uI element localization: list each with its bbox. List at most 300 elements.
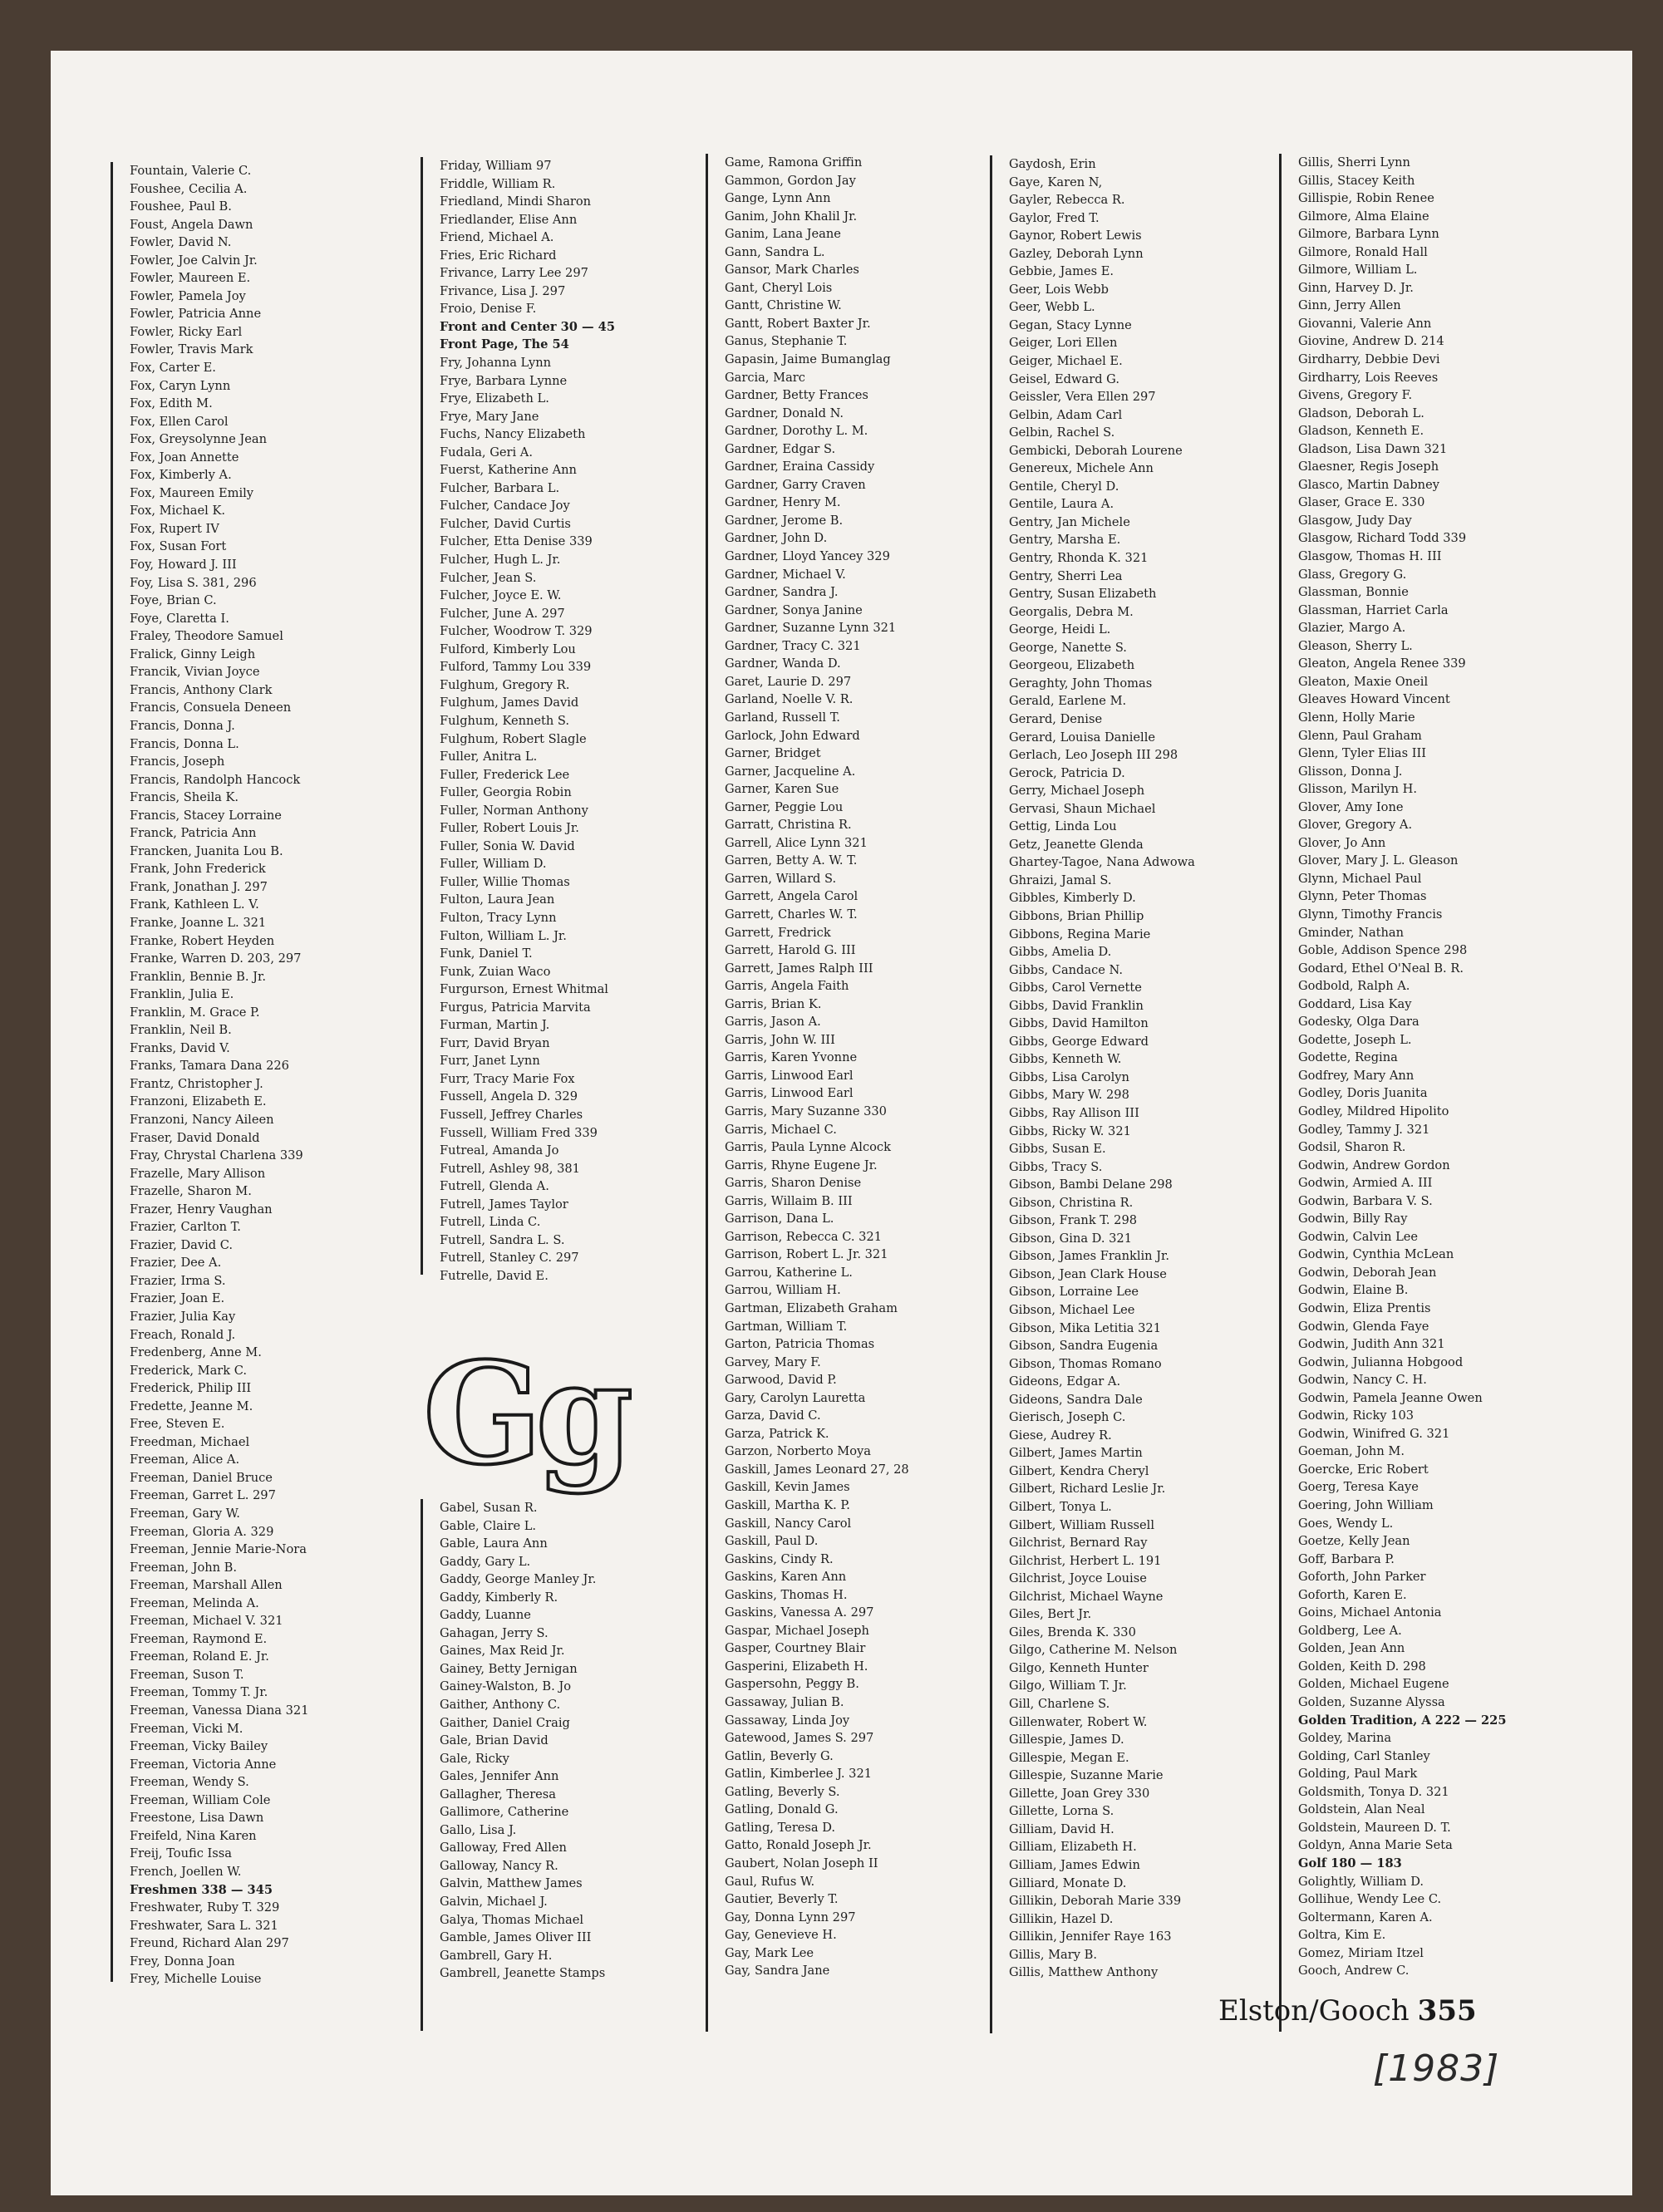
index-entry: Gardner, Wanda D. xyxy=(725,656,841,671)
index-entry: Gartman, Elizabeth Graham xyxy=(725,1301,898,1315)
index-entry: Garrou, Katherine L. xyxy=(725,1265,853,1280)
index-entry: Garris, John W. III xyxy=(725,1032,835,1047)
handwritten-year-note: [1983] xyxy=(1373,2047,1500,2090)
index-entry: Fulcher, Candace Joy xyxy=(440,499,570,514)
index-entry: Godwin, Elaine B. xyxy=(1298,1283,1409,1298)
index-entry: Gardner, Jerome B. xyxy=(725,513,844,528)
index-entry: Glynn, Timothy Francis xyxy=(1298,907,1443,922)
index-entry: Gay, Donna Lynn 297 xyxy=(725,1910,856,1924)
index-entry: Gomez, Miriam Itzel xyxy=(1298,1945,1424,1960)
index-entry: Franck, Patricia Ann xyxy=(130,826,257,841)
index-entry: Freeman, Vicky Bailey xyxy=(130,1739,268,1754)
index-entry: Ginn, Harvey D. Jr. xyxy=(1298,280,1414,295)
index-entry: Godfrey, Mary Ann xyxy=(1298,1068,1415,1083)
index-entry: Gerry, Michael Joseph xyxy=(1009,784,1145,799)
index-entry: Golightly, William D. xyxy=(1298,1874,1424,1889)
index-entry: Gasperini, Elizabeth H. xyxy=(725,1659,868,1674)
index-entry: Freeman, Jennie Marie-Nora xyxy=(130,1542,307,1557)
index-entry: Furr, David Bryan xyxy=(440,1035,550,1050)
index-entry: Freeman, Melinda A. xyxy=(130,1595,259,1610)
index-entry: Georgeou, Elizabeth xyxy=(1009,658,1135,673)
index-entry: Goercke, Eric Robert xyxy=(1298,1462,1429,1477)
index-entry: Galvin, Matthew James xyxy=(440,1876,583,1891)
index-entry: Gaddy, George Manley Jr. xyxy=(440,1572,597,1587)
index-entry: Girdharry, Debbie Devi xyxy=(1298,352,1440,367)
index-entry: Goldsmith, Tonya D. 321 xyxy=(1298,1784,1449,1799)
index-entry: Godwin, Judith Ann 321 xyxy=(1298,1337,1445,1352)
index-entry: Francis, Donna L. xyxy=(130,736,239,751)
index-entry: Freeman, Alice A. xyxy=(130,1453,240,1467)
index-entry: Freund, Richard Alan 297 xyxy=(130,1936,289,1951)
index-entry: Fulcher, Hugh L. Jr. xyxy=(440,553,561,568)
index-entry: Glaesner, Regis Joseph xyxy=(1298,460,1439,474)
index-entry: Godard, Ethel O'Neal B. R. xyxy=(1298,961,1464,976)
index-entry: Glasco, Martin Dabney xyxy=(1298,477,1439,492)
index-entry: Freach, Ronald J. xyxy=(130,1327,236,1342)
index-entry: Giovanni, Valerie Ann xyxy=(1298,316,1432,331)
index-entry: Garris, Brian K. xyxy=(725,996,822,1011)
index-entry: Freshwater, Ruby T. 329 xyxy=(130,1900,280,1915)
index-entry: Godette, Joseph L. xyxy=(1298,1032,1412,1047)
index-entry: Gaubert, Nolan Joseph II xyxy=(725,1856,878,1870)
index-entry: Gange, Lynn Ann xyxy=(725,191,831,206)
index-entry: Gegan, Stacy Lynne xyxy=(1009,317,1132,332)
index-entry: Gill, Charlene S. xyxy=(1009,1697,1110,1712)
index-entry: Gaskins, Karen Ann xyxy=(725,1570,847,1585)
index-entry: Galya, Thomas Michael xyxy=(440,1912,584,1927)
index-entry: Glasgow, Judy Day xyxy=(1298,513,1412,528)
index-entry: Frey, Michelle Louise xyxy=(130,1972,262,1987)
index-entry: Garris, Linwood Earl xyxy=(725,1068,854,1083)
index-entry: Garris, Linwood Earl xyxy=(725,1086,854,1101)
index-entry: Glass, Gregory G. xyxy=(1298,567,1407,582)
index-entry: Goeman, John M. xyxy=(1298,1444,1405,1459)
index-entry: Gainey-Walston, B. Jo xyxy=(440,1679,571,1694)
index-entry: Godesky, Olga Dara xyxy=(1298,1015,1419,1030)
index-entry: Freeman, Wendy S. xyxy=(130,1775,249,1790)
index-entry: Freeman, Suson T. xyxy=(130,1667,244,1682)
index-entry: Gentile, Cheryl D. xyxy=(1009,479,1119,494)
index-entry: Freeman, Marshall Allen xyxy=(130,1578,283,1593)
index-entry: Frazier, Carlton T. xyxy=(130,1220,241,1235)
index-entry: Front and Center 30 — 45 xyxy=(440,319,615,334)
index-entry: Gleaton, Maxie Oneil xyxy=(1298,674,1429,689)
index-entry: Glazier, Margo A. xyxy=(1298,621,1406,636)
index-entry: Futrell, Linda C. xyxy=(440,1215,541,1230)
index-entry: Goforth, John Parker xyxy=(1298,1570,1426,1585)
index-entry: Fox, Michael K. xyxy=(130,504,225,519)
index-entry: Frivance, Larry Lee 297 xyxy=(440,266,588,281)
index-column-2-lower xyxy=(421,1499,605,2031)
index-entry: Goldyn, Anna Marie Seta xyxy=(1298,1838,1453,1853)
index-entry: Goldstein, Maureen D. T. xyxy=(1298,1820,1451,1835)
index-entry: Gibson, Lorraine Lee xyxy=(1009,1285,1139,1300)
index-entry: Fuller, Willie Thomas xyxy=(440,874,570,889)
index-entry: Golding, Carl Stanley xyxy=(1298,1748,1430,1763)
index-entry: Freeman, Michael V. 321 xyxy=(130,1614,283,1629)
index-entry: Game, Ramona Griffin xyxy=(725,155,863,170)
index-entry: Givens, Gregory F. xyxy=(1298,388,1413,403)
index-entry: Fussell, Jeffrey Charles xyxy=(440,1107,583,1122)
index-entry: Fulghum, Robert Slagle xyxy=(440,731,587,746)
index-entry: Gentry, Sherri Lea xyxy=(1009,568,1123,583)
index-entry: Goforth, Karen E. xyxy=(1298,1587,1407,1602)
index-entry: Fuerst, Katherine Ann xyxy=(440,463,577,478)
index-entry: Freeman, Garret L. 297 xyxy=(130,1488,276,1503)
index-entry: Freedman, Michael xyxy=(130,1434,250,1449)
index-entry: Fulcher, Joyce E. W. xyxy=(440,588,562,603)
index-entry: Glynn, Michael Paul xyxy=(1298,871,1422,886)
index-entry: Ginn, Jerry Allen xyxy=(1298,298,1401,313)
index-entry: Garrison, Rebecca C. 321 xyxy=(725,1229,882,1244)
index-entry: Gazley, Deborah Lynn xyxy=(1009,246,1144,261)
index-entry: Gilchrist, Michael Wayne xyxy=(1009,1589,1164,1604)
index-entry: Franzoni, Elizabeth E. xyxy=(130,1094,267,1109)
index-entry: Gardner, Dorothy L. M. xyxy=(725,424,868,439)
index-entry: Gilgo, Kenneth Hunter xyxy=(1009,1660,1149,1675)
index-entry: Galvin, Michael J. xyxy=(440,1895,548,1910)
index-entry: Gibbons, Brian Phillip xyxy=(1009,908,1144,923)
index-entry: Goering, John William xyxy=(1298,1498,1434,1513)
index-entry: Foushee, Paul B. xyxy=(130,199,232,214)
index-entry: Goddard, Lisa Kay xyxy=(1298,996,1412,1011)
index-entry: Garrett, Fredrick xyxy=(725,925,831,940)
index-entry: Gentry, Marsha E. xyxy=(1009,533,1121,548)
index-entry: Gleaves Howard Vincent xyxy=(1298,692,1450,707)
section-letter-heading: Gg xyxy=(423,1331,627,1496)
index-entry: Fuchs, Nancy Elizabeth xyxy=(440,427,586,442)
index-entry: Free, Steven E. xyxy=(130,1417,225,1432)
index-entry: Friend, Michael A. xyxy=(440,230,554,245)
index-entry: Fulcher, Barbara L. xyxy=(440,480,560,495)
index-entry: Gervasi, Shaun Michael xyxy=(1009,801,1156,816)
index-entry: Gibbs, Lisa Carolyn xyxy=(1009,1069,1129,1084)
index-entry: Futrelle, David E. xyxy=(440,1268,549,1283)
index-entry: Fuller, Anitra L. xyxy=(440,750,538,764)
index-entry: Gallagher, Theresa xyxy=(440,1787,556,1802)
index-entry: Friedlander, Elise Ann xyxy=(440,212,578,227)
page-footer xyxy=(1218,1994,1477,2028)
index-entry: Garlock, John Edward xyxy=(725,728,860,743)
index-entry: Garris, Mary Suzanne 330 xyxy=(725,1104,887,1118)
index-entry: Gierisch, Joseph C. xyxy=(1009,1410,1126,1425)
index-entry: Futrell, Ashley 98, 381 xyxy=(440,1161,580,1176)
index-entry: Fowler, Pamela Joy xyxy=(130,288,246,303)
index-entry: Glassman, Harriet Carla xyxy=(1298,602,1449,617)
index-entry: Freeman, Vicki M. xyxy=(130,1721,244,1736)
index-entry: Gaskill, Nancy Carol xyxy=(725,1516,852,1531)
index-entry: Glassman, Bonnie xyxy=(1298,585,1409,600)
index-entry: Franklin, Neil B. xyxy=(130,1023,232,1038)
index-entry: Gideons, Sandra Dale xyxy=(1009,1392,1143,1407)
index-entry: Funk, Daniel T. xyxy=(440,946,533,961)
index-entry: Ghartey-Tagoe, Nana Adwowa xyxy=(1009,855,1195,870)
index-entry: Fowler, David N. xyxy=(130,235,232,250)
index-entry: Gerard, Denise xyxy=(1009,711,1103,726)
index-entry: Gaskins, Cindy R. xyxy=(725,1551,834,1566)
index-entry: Gerald, Earlene M. xyxy=(1009,694,1127,709)
index-entry: Golden, Michael Eugene xyxy=(1298,1677,1449,1692)
index-entry: Gamble, James Oliver III xyxy=(440,1930,592,1945)
index-column-5 xyxy=(1279,154,1507,2032)
index-entry: Garris, Michael C. xyxy=(725,1122,837,1137)
index-entry: Godbold, Ralph A. xyxy=(1298,979,1410,994)
index-entry: Fudala, Geri A. xyxy=(440,445,533,460)
index-entry: Geisel, Edward G. xyxy=(1009,371,1119,386)
index-entry: Goetze, Kelly Jean xyxy=(1298,1534,1410,1549)
index-entry: Godwin, Barbara V. S. xyxy=(1298,1193,1433,1208)
index-entry: Futreal, Amanda Jo xyxy=(440,1143,559,1158)
index-entry: Godwin, Cynthia McLean xyxy=(1298,1247,1454,1262)
index-entry: Gautier, Beverly T. xyxy=(725,1892,839,1907)
index-entry: Gallo, Lisa J. xyxy=(440,1822,517,1837)
index-entry: Fussell, Angela D. 329 xyxy=(440,1089,578,1104)
index-entry: Gansor, Mark Charles xyxy=(725,263,859,278)
index-entry: Gibson, Jean Clark House xyxy=(1009,1266,1167,1281)
index-entry: Gaither, Anthony C. xyxy=(440,1698,561,1713)
index-entry: Golding, Paul Mark xyxy=(1298,1767,1418,1782)
index-entry: Garris, Angela Faith xyxy=(725,979,849,994)
index-entry: Golden Tradition, A 222 — 225 xyxy=(1298,1713,1507,1728)
index-entry: Gillikin, Hazel D. xyxy=(1009,1911,1114,1926)
index-entry: Geiger, Lori Ellen xyxy=(1009,336,1118,351)
index-entry: Gillespie, Megan E. xyxy=(1009,1750,1129,1765)
index-entry: Gibson, Sandra Eugenia xyxy=(1009,1339,1159,1354)
index-entry: Frivance, Lisa J. 297 xyxy=(440,283,566,298)
index-entry: Fredenberg, Anne M. xyxy=(130,1345,262,1360)
index-entry: Freeman, Vanessa Diana 321 xyxy=(130,1703,309,1718)
index-entry: Gilbert, William Russell xyxy=(1009,1517,1155,1532)
index-entry: Gilliam, Elizabeth H. xyxy=(1009,1840,1137,1855)
index-entry: Gaddy, Gary L. xyxy=(440,1554,531,1569)
index-entry: Garza, David C. xyxy=(725,1408,821,1423)
index-entry: Fowler, Ricky Earl xyxy=(130,324,243,339)
index-entry: Frazelle, Sharon M. xyxy=(130,1184,252,1199)
index-entry: Garren, Willard S. xyxy=(725,871,837,886)
index-entry: Garton, Patricia Thomas xyxy=(725,1337,875,1352)
index-entry: Gillette, Lorna S. xyxy=(1009,1804,1114,1819)
index-entry: Gillis, Matthew Anthony xyxy=(1009,1965,1159,1980)
index-entry: Glisson, Marilyn H. xyxy=(1298,782,1418,797)
index-entry: Gembicki, Deborah Lourene xyxy=(1009,443,1183,458)
index-entry: Gilgo, William T. Jr. xyxy=(1009,1679,1127,1693)
index-entry: Gibbs, Ray Allison III xyxy=(1009,1105,1139,1120)
index-entry: Gibbons, Regina Marie xyxy=(1009,927,1151,941)
index-entry: Frye, Barbara Lynne xyxy=(440,373,568,388)
index-entry: Gilmore, Ronald Hall xyxy=(1298,244,1428,259)
index-entry: Fulcher, David Curtis xyxy=(440,516,571,531)
index-entry: Fox, Greysolynne Jean xyxy=(130,432,267,447)
index-entry: Fuller, Frederick Lee xyxy=(440,767,570,782)
index-entry: Fulton, Laura Jean xyxy=(440,892,555,907)
index-entry: Gant, Cheryl Lois xyxy=(725,280,833,295)
index-entry: Gaither, Daniel Craig xyxy=(440,1715,570,1730)
index-entry: Gentile, Laura A. xyxy=(1009,497,1114,512)
index-entry: Furgus, Patricia Marvita xyxy=(440,1000,591,1015)
index-entry: Godsil, Sharon R. xyxy=(1298,1140,1406,1155)
index-entry: Gardner, Garry Craven xyxy=(725,477,866,492)
index-entry: Gibbs, Ricky W. 321 xyxy=(1009,1123,1131,1138)
index-entry: Godwin, Calvin Lee xyxy=(1298,1229,1419,1244)
index-entry: Froio, Denise F. xyxy=(440,302,537,317)
index-entry: Garcia, Marc xyxy=(725,370,805,385)
index-entry: Franklin, M. Grace P. xyxy=(130,1005,260,1020)
index-entry: Gayler, Rebecca R. xyxy=(1009,193,1125,208)
index-entry: Gatling, Beverly S. xyxy=(725,1784,840,1799)
index-entry: Gilliard, Monate D. xyxy=(1009,1875,1127,1890)
index-entry: Freestone, Lisa Dawn xyxy=(130,1811,264,1826)
index-entry: Friday, William 97 xyxy=(440,159,552,173)
index-entry: Freshmen 338 — 345 xyxy=(130,1882,273,1897)
index-entry: Foye, Claretta I. xyxy=(130,611,229,626)
index-entry: Gapasin, Jaime Bumanglag xyxy=(725,352,891,367)
index-entry: Gallimore, Catherine xyxy=(440,1805,569,1820)
index-entry: Godwin, Armied A. III xyxy=(1298,1176,1433,1191)
index-entry: Gardner, Lloyd Yancey 329 xyxy=(725,549,890,564)
index-entry: Freshwater, Sara L. 321 xyxy=(130,1918,278,1933)
index-entry: Gillikin, Deborah Marie 339 xyxy=(1009,1894,1182,1909)
index-entry: Franklin, Julia E. xyxy=(130,987,234,1002)
index-entry: Fuller, Robert Louis Jr. xyxy=(440,821,579,836)
index-entry: Gerard, Louisa Danielle xyxy=(1009,730,1156,745)
index-entry: Gahagan, Jerry S. xyxy=(440,1625,549,1640)
index-entry: Fredette, Jeanne M. xyxy=(130,1398,253,1413)
index-entry: Geiger, Michael E. xyxy=(1009,354,1123,369)
index-entry: Gales, Jennifer Ann xyxy=(440,1769,559,1784)
index-entry: Golf 180 — 183 xyxy=(1298,1856,1402,1870)
index-entry: Francis, Consuela Deneen xyxy=(130,700,292,715)
index-entry: Fuller, Norman Anthony xyxy=(440,803,588,818)
index-entry: Fussell, William Fred 339 xyxy=(440,1125,598,1140)
index-entry: Freeman, Victoria Anne xyxy=(130,1757,277,1772)
index-entry: Gettig, Linda Lou xyxy=(1009,819,1117,834)
index-entry: Gaddy, Luanne xyxy=(440,1608,531,1623)
index-entry: Gable, Laura Ann xyxy=(440,1536,548,1551)
index-entry: Garratt, Christina R. xyxy=(725,818,852,833)
index-entry: Giles, Bert Jr. xyxy=(1009,1607,1092,1622)
index-entry: Gerlach, Leo Joseph III 298 xyxy=(1009,748,1178,763)
index-entry: Glasgow, Thomas H. III xyxy=(1298,549,1442,564)
index-entry: Gibson, Thomas Romano xyxy=(1009,1356,1162,1371)
index-entry: Getz, Jeanette Glenda xyxy=(1009,837,1144,852)
index-entry: Front Page, The 54 xyxy=(440,337,569,352)
index-entry: Gibbs, David Franklin xyxy=(1009,998,1144,1013)
index-entry: Geraghty, John Thomas xyxy=(1009,676,1153,691)
index-entry: Gibbs, Kenneth W. xyxy=(1009,1052,1122,1067)
index-entry: Glover, Mary J. L. Gleason xyxy=(1298,853,1459,868)
index-entry: Goldstein, Alan Neal xyxy=(1298,1802,1425,1817)
index-entry: Gaylor, Fred T. xyxy=(1009,210,1100,225)
index-entry: Gabel, Susan R. xyxy=(440,1501,538,1515)
index-entry: Gammon, Gordon Jay xyxy=(725,173,856,188)
index-entry: Garrison, Robert L. Jr. 321 xyxy=(725,1247,888,1262)
index-entry: Giovine, Andrew D. 214 xyxy=(1298,334,1444,349)
index-entry: Fox, Ellen Carol xyxy=(130,414,229,429)
index-entry: Fox, Rupert IV xyxy=(130,521,219,536)
index-entry: Garvey, Mary F. xyxy=(725,1354,821,1369)
index-entry: Ganus, Stephanie T. xyxy=(725,334,848,349)
index-entry: Golden, Jean Ann xyxy=(1298,1641,1405,1656)
index-entry: Gale, Brian David xyxy=(440,1733,549,1748)
index-entry: Fox, Caryn Lynn xyxy=(130,378,231,393)
index-entry: Gann, Sandra L. xyxy=(725,244,825,259)
index-entry: Furr, Janet Lynn xyxy=(440,1054,540,1069)
index-entry: Garris, Paula Lynne Alcock xyxy=(725,1140,891,1155)
index-entry: Francis, Donna J. xyxy=(130,718,235,733)
index-entry: Frazier, Julia Kay xyxy=(130,1310,236,1324)
index-entry: Gable, Claire L. xyxy=(440,1518,537,1533)
index-entry: Fox, Edith M. xyxy=(130,396,213,411)
index-entry: Franklin, Bennie B. Jr. xyxy=(130,969,267,984)
index-entry: Fuller, Sonia W. David xyxy=(440,838,575,853)
index-entry: Goins, Michael Antonia xyxy=(1298,1605,1442,1620)
index-entry: Freeman, Tommy T. Jr. xyxy=(130,1685,268,1700)
index-entry: Gardner, Sandra J. xyxy=(725,585,839,600)
index-entry: Gillis, Sherri Lynn xyxy=(1298,155,1410,170)
index-entry: Gilmore, Alma Elaine xyxy=(1298,209,1429,224)
index-entry: Garrou, William H. xyxy=(725,1283,841,1298)
index-entry: Giese, Audrey R. xyxy=(1009,1428,1112,1443)
index-entry: Fowler, Travis Mark xyxy=(130,342,253,357)
index-entry: Gentry, Rhonda K. 321 xyxy=(1009,551,1149,566)
index-entry: Garris, Karen Yvonne xyxy=(725,1050,858,1065)
index-entry: Geer, Lois Webb xyxy=(1009,282,1109,297)
index-entry: Gardner, Tracy C. 321 xyxy=(725,638,861,653)
index-entry: Franks, Tamara Dana 226 xyxy=(130,1059,289,1074)
index-entry: Fowler, Maureen E. xyxy=(130,271,251,286)
index-entry: Gatling, Teresa D. xyxy=(725,1820,836,1835)
index-entry: Gardner, Michael V. xyxy=(725,567,846,582)
index-entry: Freifeld, Nina Karen xyxy=(130,1828,257,1843)
index-entry: Gillenwater, Robert W. xyxy=(1009,1714,1148,1729)
index-entry: Garrett, Harold G. III xyxy=(725,943,856,958)
index-entry: Goff, Barbara P. xyxy=(1298,1551,1395,1566)
index-entry: Gladson, Kenneth E. xyxy=(1298,424,1424,439)
index-entry: Gooch, Andrew C. xyxy=(1298,1964,1410,1979)
index-entry: Frazier, David C. xyxy=(130,1237,234,1252)
index-entry: Garza, Patrick K. xyxy=(725,1426,829,1441)
index-entry: Fowler, Joe Calvin Jr. xyxy=(130,253,258,268)
index-entry: Foust, Angela Dawn xyxy=(130,217,253,232)
index-entry: Francik, Vivian Joyce xyxy=(130,665,260,680)
index-entry: Gollihue, Wendy Lee C. xyxy=(1298,1892,1442,1907)
index-entry: French, Joellen W. xyxy=(130,1864,242,1879)
index-entry: Garrison, Dana L. xyxy=(725,1212,834,1226)
index-entry: Gleason, Sherry L. xyxy=(1298,638,1413,653)
index-entry: Gentry, Jan Michele xyxy=(1009,514,1130,529)
index-entry: Girdharry, Lois Reeves xyxy=(1298,370,1439,385)
index-entry: Francken, Juanita Lou B. xyxy=(130,843,283,858)
index-entry: Gaye, Karen N, xyxy=(1009,175,1103,189)
index-entry: Fulton, William L. Jr. xyxy=(440,928,567,943)
index-entry: Garner, Karen Sue xyxy=(725,782,839,797)
index-entry: Gaskins, Thomas H. xyxy=(725,1587,848,1602)
index-entry: Gale, Ricky xyxy=(440,1751,509,1766)
index-entry: Gilbert, Richard Leslie Jr. xyxy=(1009,1482,1166,1497)
index-entry: Gantt, Christine W. xyxy=(725,298,842,313)
index-entry: Fulford, Kimberly Lou xyxy=(440,641,576,656)
index-entry: Fox, Carter E. xyxy=(130,361,216,376)
index-entry: Foy, Lisa S. 381, 296 xyxy=(130,575,257,590)
index-entry: Garwood, David P. xyxy=(725,1373,837,1388)
index-entry: Gatlin, Kimberlee J. 321 xyxy=(725,1767,873,1782)
index-entry: Fulcher, Jean S. xyxy=(440,570,537,585)
index-entry: Francis, Stacey Lorraine xyxy=(130,808,282,823)
index-entry: Ganim, Lana Jeane xyxy=(725,227,841,242)
index-entry: Garrett, Charles W. T. xyxy=(725,907,858,922)
index-entry: Freeman, Gloria A. 329 xyxy=(130,1524,274,1539)
index-entry: Gantt, Robert Baxter Jr. xyxy=(725,316,871,331)
